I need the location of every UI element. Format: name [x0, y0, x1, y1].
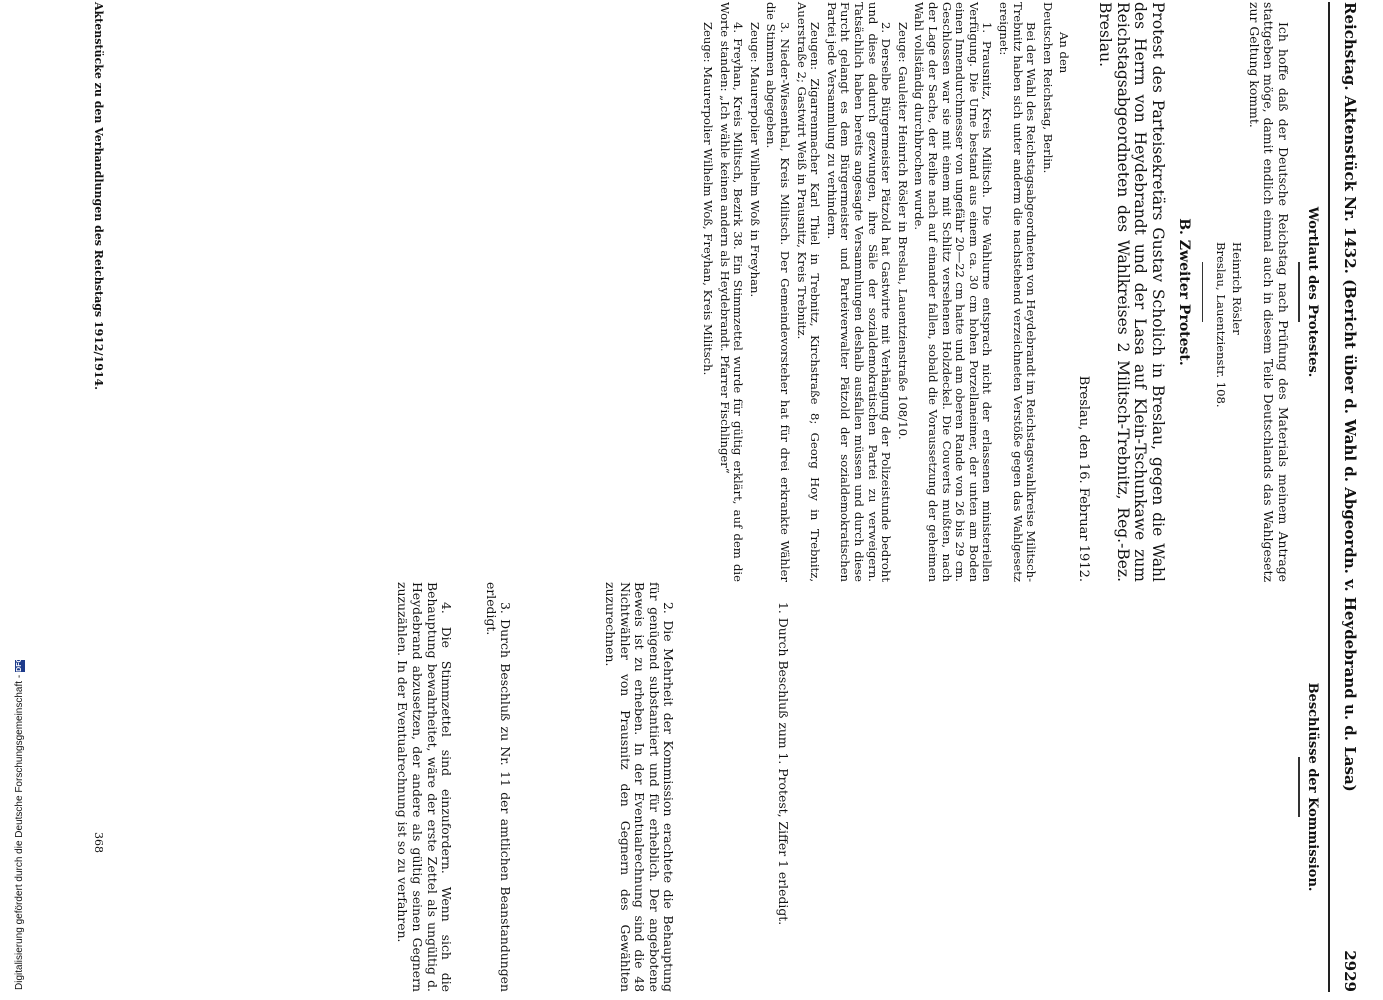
signature-address: Breslau, Lauentzienstr. 108. — [1213, 242, 1228, 408]
page-footer: Aktenstücke zu den Verhandlungen des Reichstags 1912/1914. — [92, 2, 105, 390]
witness-4: Zeuge: Maurerpolier Wilhelm Woß, Freyhan, Kreis Militsch. — [701, 22, 716, 376]
address-line-2: Deutschen Reichstag, Berlin. — [1040, 2, 1055, 174]
footer-page-number: 368 — [92, 832, 105, 853]
signature-name: Heinrich Rösler — [1230, 242, 1245, 335]
protest-date: Breslau, den 16. Februar 1912. — [1075, 375, 1091, 582]
dfg-logo-icon: DFG — [15, 657, 23, 672]
witness-3: Zeuge: Maurerpolier Wilhelm Woß in Freyhan. — [747, 22, 762, 298]
dfg-note-text: Digitalisierung gefördert durch die Deutsche Forschungsgemeinschaft - — [14, 674, 25, 990]
item-2: 2. Derselbe Bürgermeister Pätzold hat Gastwirte mit Verhängung der Polizeistunde bedroht und diese dadurch gezwungen, ihre Säle der sozialdemokratischen Partei zu verweigern. Tatsächlich haben bereits angesagte Versammlungen deshalb ausfallen müssen und durch diese Furcht gelangt es dem Bürgermeister und Parteiverwalter Pätzold der sozialdemokratischen Partei jede Versammlung zu verhindern. — [824, 2, 894, 582]
intro-paragraph: Ich hoffe daß der Deutsche Reichstag nach Prüfung des Materials meinem Antrage stattgeben möge, damit endlich einmal auch in diesem Teile Deutschlands das Wahlgesetz zur Geltung kommt. — [1246, 2, 1291, 582]
right-header-rule — [1299, 757, 1301, 817]
witness-2: Zeugen: Zigarrenmacher Karl Thiel in Trebnitz, Kirchstraße 8; Georg Hoy in Trebnitz, Auerstraße 2; Gastwirt Weiß in Prausnitz, Kreis Trebnitz. — [794, 2, 823, 582]
header-rule — [1328, 2, 1330, 992]
spacer — [790, 582, 1290, 992]
decision-2: 2. Die Mehrheit der Kommission erachtete die Behauptung für genügend substantiiert und für erheblich. Der angebotene Beweis ist zu erheben. In der Eventualrechnung sind die 48 Nichtwähler von Prausnitz den Gegnern des Gewählten zuzurechnen. — [603, 582, 677, 992]
witness-1: Zeuge: Gauleiter Heinrich Rösler in Breslau, Lauentzienstraße 108/10. — [895, 22, 910, 440]
opening-paragraph: Bei der Wahl des Reichstagsabgeordneten von Heydebrandt im Reichstagswahlkreise Militsch-Trebnitz haben sich unter anderm die nachstehend verzeichneten Verstöße gegen das Wahlgesetz ereignet: — [996, 2, 1039, 582]
left-column-header: Wortlaut des Protestes. — [1305, 206, 1320, 378]
rotated-page-content — [70, 2, 1360, 992]
commission-decisions-column — [90, 582, 1290, 992]
decision-3: 3. Durch Beschluß zu Nr. 11 der amtlichen Beanstandungen erledigt. — [483, 582, 514, 992]
address-line-1: An den — [1057, 32, 1072, 74]
running-header — [1340, 2, 1360, 992]
dfg-side-note — [14, 657, 25, 990]
item-3: 3. Nieder-Wiesenthal, Kreis Militsch. Der Gemeindevorsteher hat für drei erkrankte Wähler die Stimmen abgegeben. — [764, 2, 793, 582]
left-header-rule — [1299, 262, 1301, 322]
decision-4: 4. Die Stimmzettel sind einzufordern. Wenn sich die Behauptung bewahrheitet, wäre der erste Zettel als ungültig d. Heydebrand abzusetzen, der andere als gültig seinen Gegnern zuzuzählen. In der Eventualrechnung ist so zu verfahren. — [395, 582, 455, 992]
item-1: 1. Prausnitz, Kreis Militsch. Die Wahlurne entsprach nicht der erlassenen ministeriellen Verfügung. Die Urne bestand aus einem ca. 30 cm hohen Porzellaneimer, der unten am Boden einen Innendurchmesser von ungefähr 20—22 cm hatte und am oberen Rande von 26 bis 29 cm. Geschlossen war sie mit einem mit Schlitz versehenen Holzdeckel. Die Couverts mußten, nach der Lage der Sache, der Reihe nach auf einander fallen, sobald die Voraussetzung der geheimen Wahl vollständig durchbrochen wurde. — [912, 2, 995, 582]
section-divider — [1202, 262, 1204, 322]
right-column-header: Beschlüsse der Kommission. — [1305, 682, 1320, 892]
section-title: B. Zweiter Protest. — [1175, 218, 1192, 366]
decision-1: 1. Durch Beschluß zum 1. Protest, Ziffer 1 erledigt. — [776, 602, 791, 926]
item-4: 4. Freyhan, Kreis Militsch, Bezirk 38. Ein Stimmzettel wurde für gültig erklärt, auf dem die Worte standen: „Ich wähle keinen andern als Heydebrandt. Pfarrer Fischlinger“ — [717, 2, 746, 582]
protest-text-column — [90, 2, 1290, 582]
running-header-title: Reichstag. Aktenstück Nr. 1432. (Bericht über d. Wahl d. Abgeordn. v. Heydebrand u. d. Lasa) — [1341, 2, 1359, 792]
protest-title: Protest des Parteisekretärs Gustav Scholich in Breslau, gegen die Wahl des Herrn von Heydebrandt und der Lasa auf Klein-Tschunkawe zum Reichstagsabgeordneten des Wahlkreises 2 Militsch-Trebnitz, Reg.-Bez. Breslau. — [1096, 2, 1167, 582]
page-number: 2929 — [1341, 950, 1359, 992]
